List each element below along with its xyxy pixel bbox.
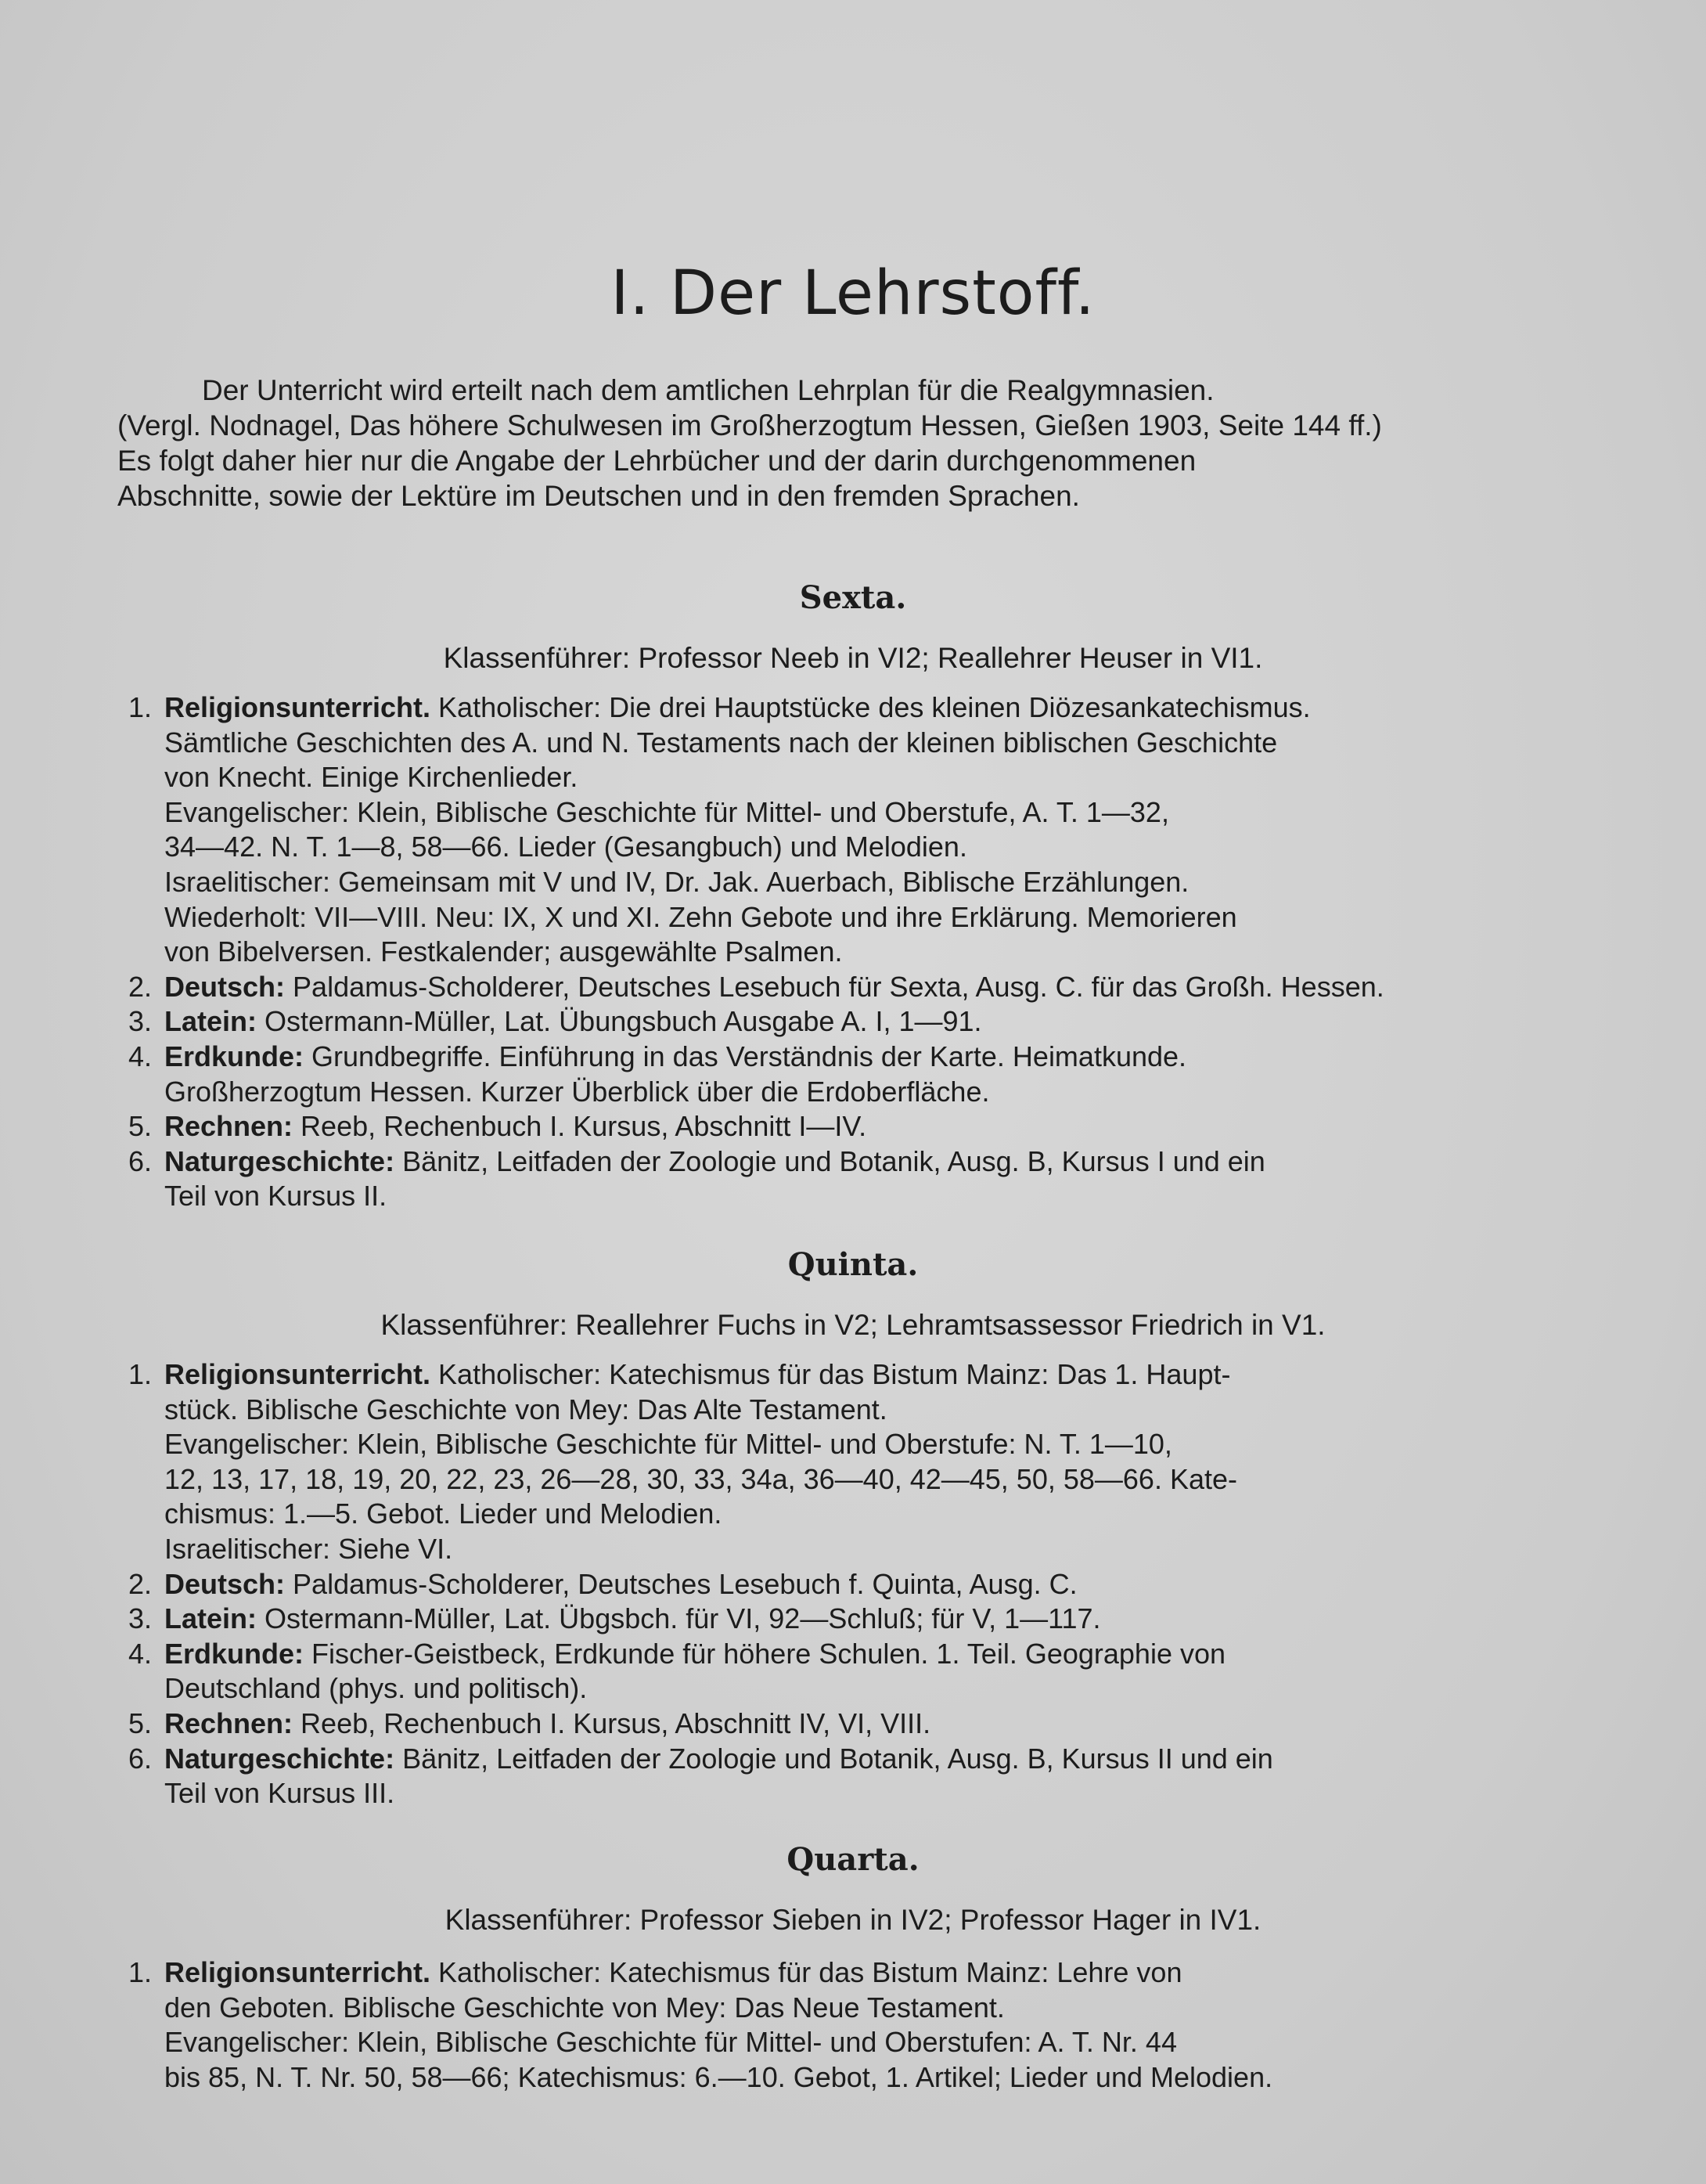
item-text: Israelitischer: Gemeinsam mit V und IV, Dr. Jak. Auerbach, Biblische Erzählungen. (164, 865, 1190, 898)
lehrstoff-list-quarta (117, 1955, 1553, 2095)
subject-name: Deutsch: (164, 1567, 286, 1600)
item-text: Wiederholt: VII—VIII. Neu: IX, X und XI. Zehn Gebote und ihre Erklärung. Memorieren (164, 900, 1237, 933)
item-text: Katholischer: Katechismus für das Bistum Mainz: Lehre von (438, 1956, 1182, 1988)
list-item (117, 1040, 1553, 1109)
item-text: Paldamus-Scholderer, Deutsches Lesebuch f. Quinta, Ausg. C. (293, 1567, 1078, 1600)
item-text: den Geboten. Biblische Geschichte von Mey: Das Neue Testament. (164, 1991, 1005, 2024)
subject-name: Latein: (164, 1005, 257, 1038)
list-item (117, 1144, 1553, 1214)
item-text: Paldamus-Scholderer, Deutsches Lesebuch für Sexta, Ausg. C. für das Großh. Hessen. (293, 970, 1384, 1003)
item-text: Ostermann-Müller, Lat. Übungsbuch Ausgabe A. I, 1—91. (265, 1005, 982, 1038)
page-title: I. Der Lehrstoff. (610, 258, 1096, 329)
list-item (117, 1004, 1553, 1040)
subject-name: Erdkunde: (164, 1637, 304, 1670)
item-text: Evangelischer: Klein, Biblische Geschichte für Mittel- und Oberstufe, A. T. 1—32, (164, 795, 1169, 828)
intro-line: Es folgt daher hier nur die Angabe der Lehrbücher und der darin durchgenommenen (117, 445, 1197, 477)
item-number: 2. (128, 970, 152, 1003)
item-number: 2. (128, 1567, 152, 1600)
item-text: Bänitz, Leitfaden der Zoologie und Botanik, Ausg. B, Kursus I und ein (402, 1144, 1265, 1177)
item-text: von Bibelversen. Festkalender; ausgewählte Psalmen. (164, 935, 843, 968)
subject-name: Naturgeschichte: (164, 1144, 395, 1177)
subject-name: Deutsch: (164, 970, 286, 1003)
item-text: chismus: 1.—5. Gebot. Lieder und Melodien. (164, 1497, 722, 1530)
list-item (117, 1706, 1553, 1742)
subject-name: Religionsunterricht. (164, 1358, 431, 1390)
subject-name: Latein: (164, 1602, 257, 1635)
subject-name: Naturgeschichte: (164, 1742, 395, 1775)
item-number: 6. (128, 1144, 152, 1177)
lehrstoff-list-quinta (117, 1357, 1553, 1811)
item-text: Bänitz, Leitfaden der Zoologie und Botanik, Ausg. B, Kursus II und ein (402, 1742, 1273, 1775)
subject-name: Rechnen: (164, 1706, 293, 1739)
item-number: 1. (128, 1358, 152, 1390)
item-text: Deutschland (phys. und politisch). (164, 1672, 588, 1705)
subject-name: Religionsunterricht. (164, 1956, 431, 1988)
item-text: von Knecht. Einige Kirchenlieder. (164, 761, 578, 794)
item-number: 5. (128, 1110, 152, 1143)
item-text: Sämtliche Geschichten des A. und N. Testaments nach der kleinen biblischen Geschichte (164, 726, 1278, 759)
item-text: Großherzogtum Hessen. Kurzer Überblick über die Erdoberfläche. (164, 1075, 990, 1108)
list-item (117, 1357, 1553, 1567)
item-text: 12, 13, 17, 18, 19, 20, 22, 23, 26—28, 30, 33, 34a, 36—40, 42—45, 50, 58—66. Kate- (164, 1462, 1237, 1495)
subject-name: Erdkunde: (164, 1040, 304, 1072)
item-text: Evangelischer: Klein, Biblische Geschichte für Mittel- und Oberstufe: N. T. 1—10, (164, 1428, 1172, 1461)
subject-name: Rechnen: (164, 1110, 293, 1143)
item-text: Fischer-Geistbeck, Erdkunde für höhere Schulen. 1. Teil. Geographie von (311, 1637, 1226, 1670)
item-text: 34—42. N. T. 1—8, 58—66. Lieder (Gesangbuch) und Melodien. (164, 831, 967, 863)
item-number: 5. (128, 1706, 152, 1739)
item-text: Teil von Kursus II. (164, 1180, 387, 1213)
section-heading-quinta: Quinta. (787, 1246, 919, 1283)
item-text: Evangelischer: Klein, Biblische Geschichte für Mittel- und Oberstufen: A. T. Nr. 44 (164, 2026, 1177, 2059)
item-number: 6. (128, 1742, 152, 1775)
item-number: 4. (128, 1040, 152, 1072)
item-number: 1. (128, 691, 152, 723)
list-item (117, 970, 1553, 1005)
intro-paragraph (117, 373, 1549, 514)
klassenfuehrer-quarta: Klassenführer: Professor Sieben in IV2; Professor Hager in IV1. (444, 1904, 1262, 1936)
item-number: 3. (128, 1005, 152, 1038)
item-text: Israelitischer: Siehe VI. (164, 1532, 453, 1565)
lehrstoff-list-sexta (117, 690, 1553, 1214)
section-heading-quarta: Quarta. (786, 1841, 920, 1878)
section-heading-sexta: Sexta. (799, 579, 907, 616)
list-item (117, 1955, 1553, 2095)
item-text: bis 85, N. T. Nr. 50, 58—66; Katechismus: 6.—10. Gebot, 1. Artikel; Lieder und Melodien. (164, 2060, 1273, 2093)
list-item (117, 690, 1553, 970)
intro-line: Abschnitte, sowie der Lektüre im Deutschen und in den fremden Sprachen. (117, 480, 1080, 512)
item-text: Katholischer: Katechismus für das Bistum Mainz: Das 1. Haupt- (438, 1358, 1231, 1390)
klassenfuehrer-quinta: Klassenführer: Reallehrer Fuchs in V2; Lehramtsassessor Friedrich in V1. (380, 1309, 1326, 1341)
list-item (117, 1602, 1553, 1637)
subject-name: Religionsunterricht. (164, 691, 431, 723)
list-item (117, 1637, 1553, 1706)
list-item (117, 1567, 1553, 1602)
item-text: Reeb, Rechenbuch I. Kursus, Abschnitt I—IV. (301, 1110, 867, 1143)
intro-line: Der Unterricht wird erteilt nach dem amtlichen Lehrplan für die Realgymnasien. (202, 374, 1215, 406)
list-item (117, 1109, 1553, 1144)
item-text: Reeb, Rechenbuch I. Kursus, Abschnitt IV, VI, VIII. (301, 1706, 931, 1739)
intro-line: (Vergl. Nodnagel, Das höhere Schulwesen im Großherzogtum Hessen, Gießen 1903, Seite 144 ff.) (117, 409, 1382, 441)
item-number: 3. (128, 1602, 152, 1635)
list-item (117, 1742, 1553, 1811)
item-number: 1. (128, 1956, 152, 1988)
item-text: Teil von Kursus III. (164, 1777, 395, 1810)
klassenfuehrer-sexta: Klassenführer: Professor Neeb in VI2; Reallehrer Heuser in VI1. (443, 642, 1263, 674)
item-text: stück. Biblische Geschichte von Mey: Das Alte Testament. (164, 1393, 887, 1425)
item-text: Ostermann-Müller, Lat. Übgsbch. für VI, 92—Schluß; für V, 1—117. (265, 1602, 1101, 1635)
item-text: Grundbegriffe. Einführung in das Verständnis der Karte. Heimatkunde. (311, 1040, 1187, 1072)
item-text: Katholischer: Die drei Hauptstücke des kleinen Diözesankatechismus. (438, 691, 1311, 723)
item-number: 4. (128, 1637, 152, 1670)
